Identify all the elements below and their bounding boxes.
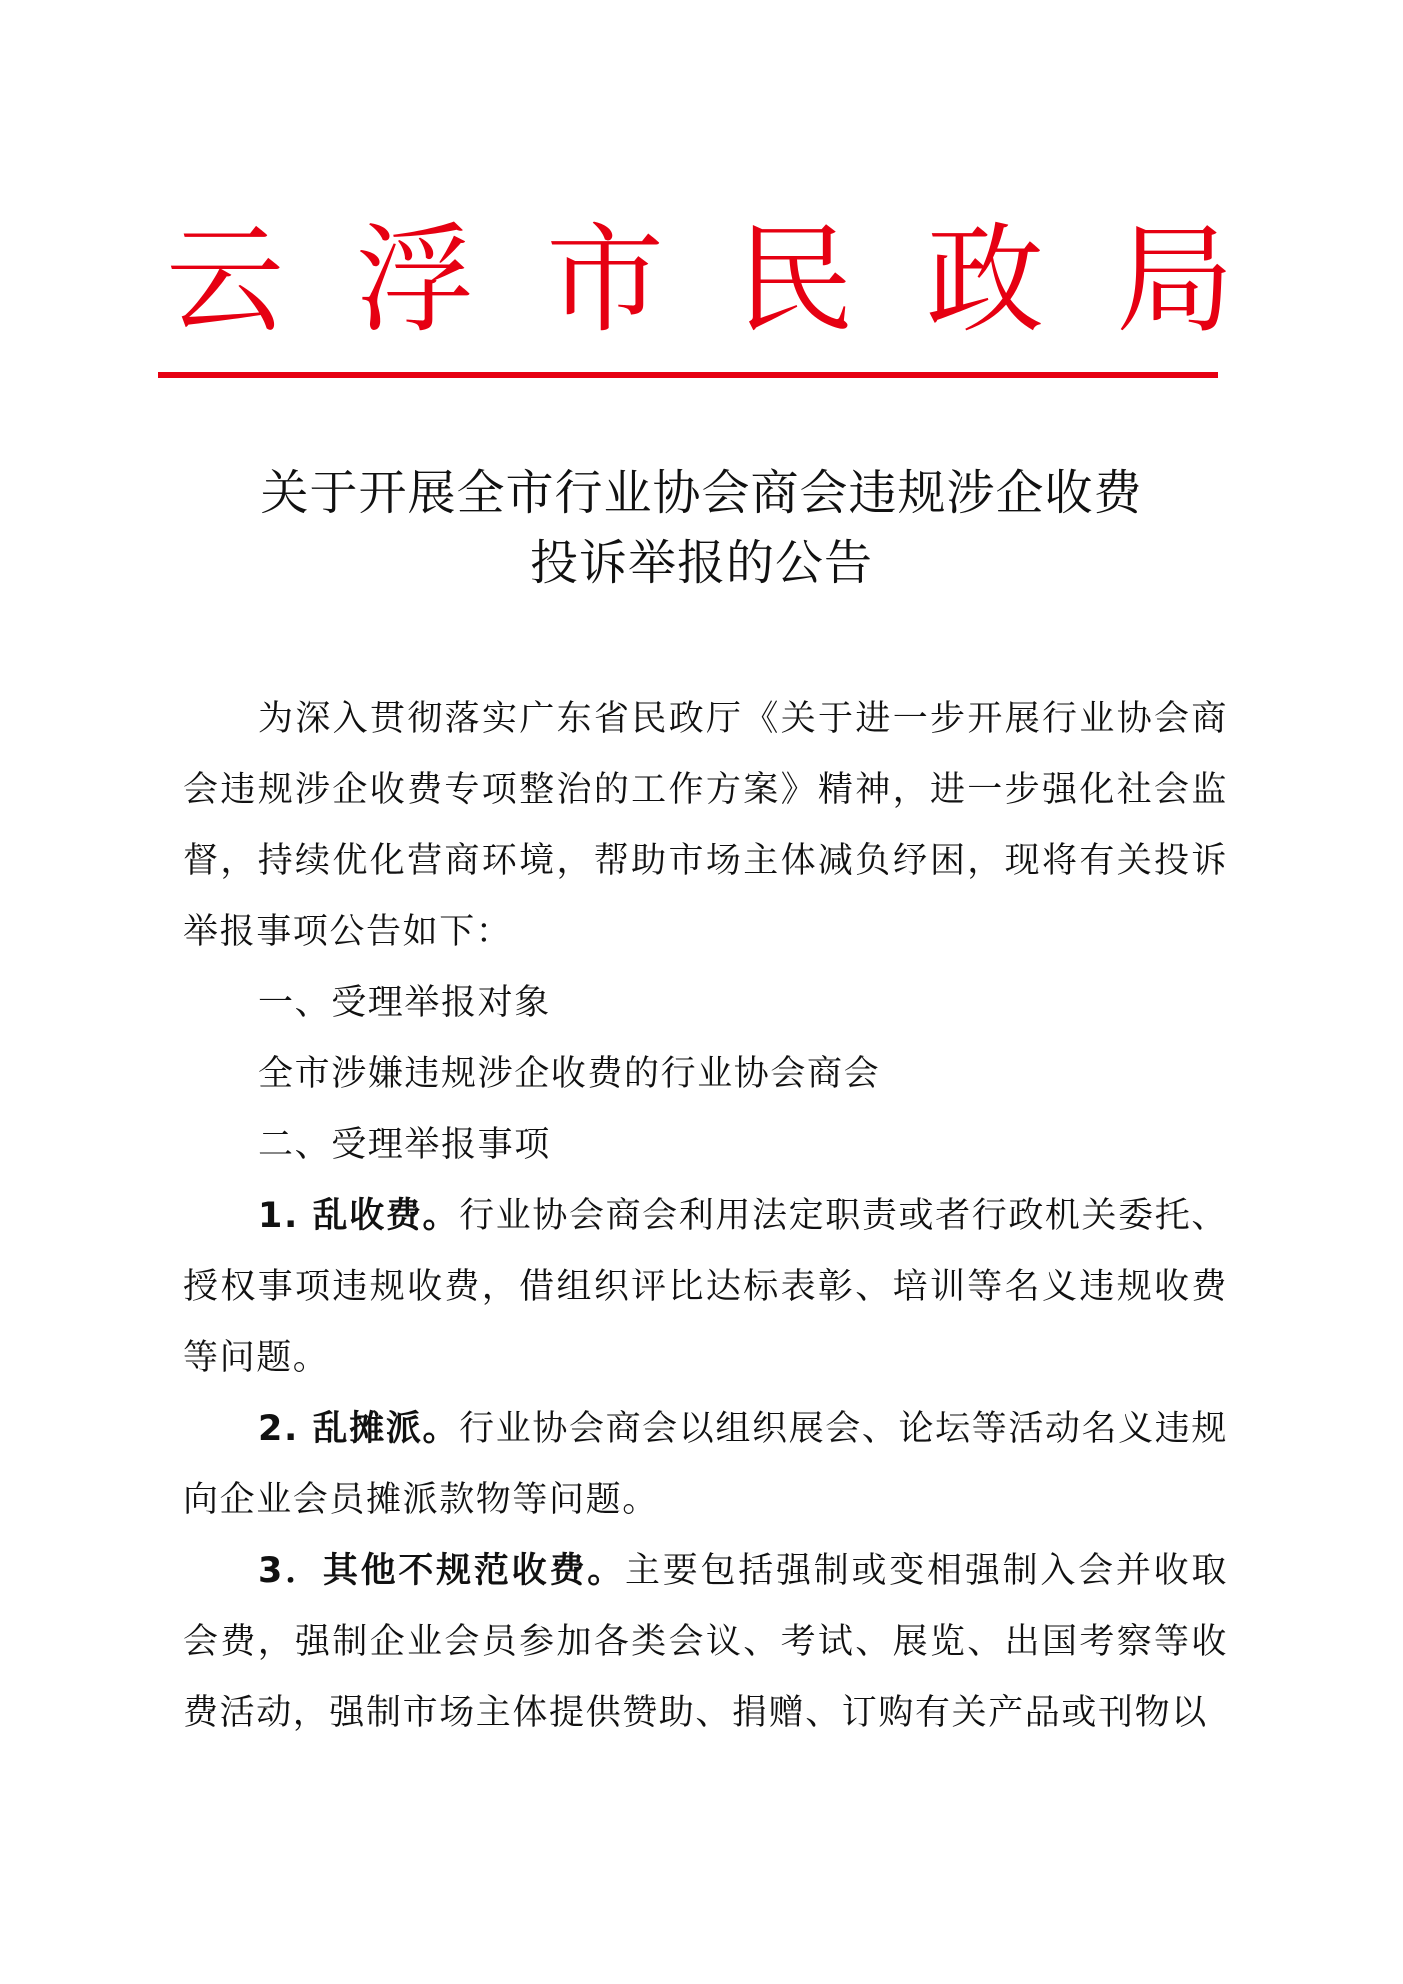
item-text: 行业协会商会利用法定职责或者行政机关委托、授权事项违规收费，借组织评比达标表彰、培训等名义违规收费等问题。 [183,1196,1228,1378]
section-1-heading: 一、受理举报对象 [258,983,551,1023]
item-text: 主要包括强制或变相强制入会并收取会费，强制企业会员参加各类会议、考试、展览、出国考察等收费活动，强制市场主体提供赞助、捐赠、订购有关产品或刊物以 [183,1551,1228,1733]
masthead-char: 云 [165,211,284,349]
masthead-char: 政 [925,211,1044,349]
item-paragraph [183,1536,1228,1749]
item-lead: 1. 乱收费。 [258,1196,460,1236]
item-paragraph [183,1181,1228,1394]
item-paragraph [183,1394,1228,1536]
section-2-heading: 二、受理举报事项 [258,1125,551,1165]
masthead [160,205,1240,355]
document-body [183,684,1228,1749]
masthead-divider [158,372,1218,378]
item-lead: 3．其他不规范收费。 [258,1551,625,1591]
title-line-2: 投诉举报的公告 [529,535,873,591]
masthead-char: 浮 [355,211,474,349]
item-lead: 2. 乱摊派。 [258,1409,460,1449]
masthead-char: 市 [545,211,664,349]
title-line-1: 关于开展全市行业协会商会违规涉企收费 [260,465,1143,521]
masthead-char: 局 [1115,211,1234,349]
item-text: 行业协会商会以组织展会、论坛等活动名义违规向企业会员摊派款物等问题。 [183,1409,1228,1520]
section-1-text: 全市涉嫌违规涉企收费的行业协会商会 [258,1054,881,1094]
intro-paragraph: 为深入贯彻落实广东省民政厅《关于进一步开展行业协会商会违规涉企收费专项整治的工作方案》精神，进一步强化社会监督，持续优化营商环境，帮助市场主体减负纾困，现将有关投诉举报事项公告如下： [183,699,1228,952]
masthead-char: 民 [735,211,854,349]
document-title [140,458,1263,598]
